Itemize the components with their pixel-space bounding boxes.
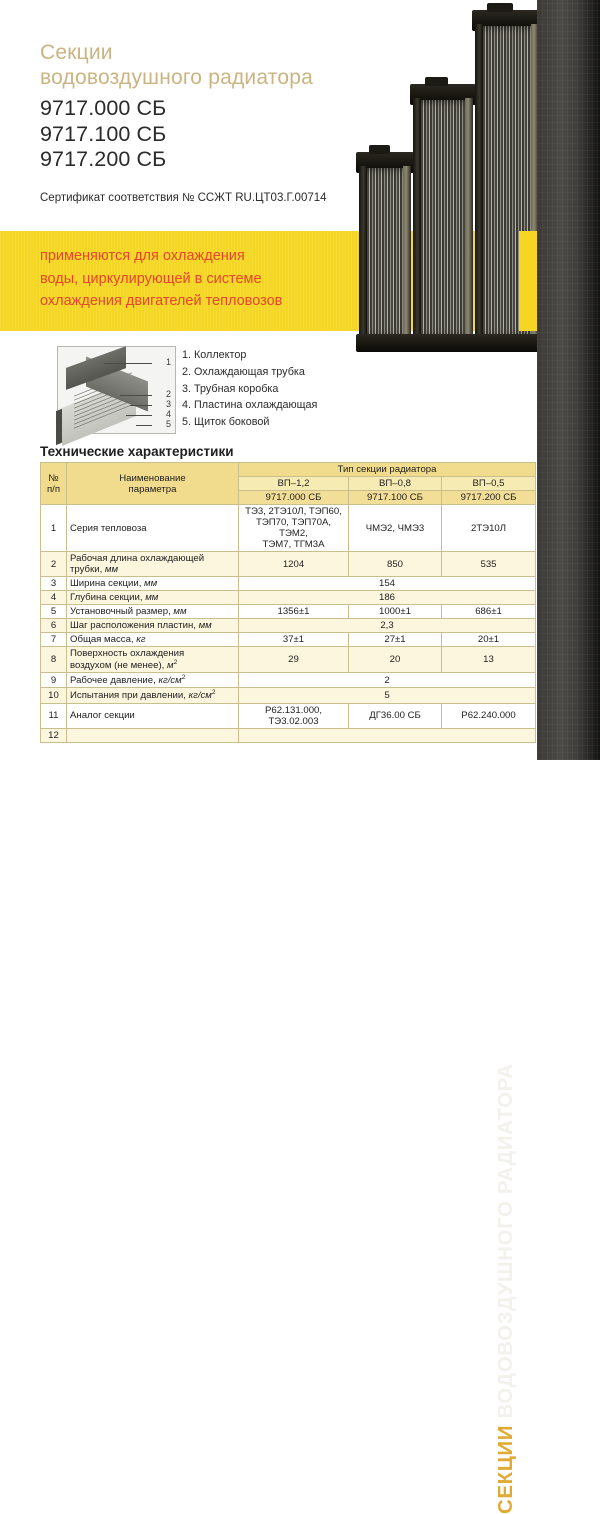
- row-value-col-2: ЧМЭ2, ЧМЭ3: [349, 505, 442, 552]
- row-value-col-1: 1356±1: [239, 605, 349, 619]
- radiator-frame-left: [359, 166, 367, 340]
- row-value-merged: 5: [239, 688, 536, 703]
- row-parameter-name: Установочный размер, мм: [67, 605, 239, 619]
- th-param-line1: Наименование: [119, 472, 186, 484]
- table-row: [41, 728, 536, 742]
- th-code-col-2: 9717.100 СБ: [349, 491, 442, 505]
- table-row: [41, 703, 536, 728]
- radiator-photo: [358, 0, 540, 352]
- row-number: 7: [41, 633, 67, 647]
- row-parameter-name: Аналог секции: [67, 703, 239, 728]
- row-parameter-name: Ширина секции, мм: [67, 577, 239, 591]
- row-value-col-1: 1204: [239, 552, 349, 577]
- radiator-frame-right: [465, 98, 473, 340]
- legend-item-4: 4. Пластина охлаждающая: [182, 399, 318, 412]
- row-number: 9: [41, 673, 67, 688]
- legend-item-2: 2. Охлаждающая трубка: [182, 365, 305, 378]
- radiator-cap-bottom: [356, 334, 414, 352]
- row-parameter-name: Поверхность охлаждения воздухом (не менее), $м^2$: [67, 647, 239, 673]
- row-number: 6: [41, 619, 67, 633]
- row-parameter-name: Общая масса, кг: [67, 633, 239, 647]
- banner-line-1: применяются для охлаждения: [40, 248, 245, 264]
- title-line-2: водовоздушного радиатора: [40, 66, 313, 89]
- row-value-merged: 154: [239, 577, 536, 591]
- row-value-col-3: Р62.240.000: [442, 703, 536, 728]
- product-code-3: 9717.200 СБ: [40, 147, 167, 171]
- row-value-merged: 2: [239, 673, 536, 688]
- row-value-merged: 186: [239, 591, 536, 605]
- radiator-nub: [369, 145, 390, 154]
- specifications-table: [40, 462, 536, 743]
- row-value-col-3: 20±1: [442, 633, 536, 647]
- diagram-leader-2: [120, 395, 152, 396]
- radiator-nub: [425, 77, 449, 86]
- diagram-leader-1: [104, 363, 152, 364]
- row-value-merged: [239, 728, 536, 742]
- banner-edge-tab: [519, 231, 539, 331]
- th-param-line2: параметра: [128, 483, 177, 495]
- row-value-col-2: ДГ36.00 СБ: [349, 703, 442, 728]
- row-number: 3: [41, 577, 67, 591]
- row-number: 2: [41, 552, 67, 577]
- row-number: 5: [41, 605, 67, 619]
- row-parameter-name: Рабочая длина охлаждающей трубки, мм: [67, 552, 239, 577]
- row-value-col-2: 850: [349, 552, 442, 577]
- table-row: [41, 552, 536, 577]
- table-row: [41, 505, 536, 552]
- row-parameter-name: Рабочее давление, $кг/см^2$: [67, 673, 239, 688]
- sidebar-title-white: ВОДОВОЗДУШНОГО РАДИАТОРА: [494, 1063, 517, 1425]
- row-value-col-1: 29: [239, 647, 349, 673]
- row-value-col-2: 1000±1: [349, 605, 442, 619]
- radiator-section-medium: [414, 84, 472, 352]
- row-number: 1: [41, 505, 67, 552]
- legend-item-5: 5. Щиток боковой: [182, 416, 270, 429]
- th-number: [41, 463, 67, 505]
- th-param-name: [67, 463, 239, 505]
- component-diagram: [57, 346, 176, 434]
- product-code-2: 9717.100 СБ: [40, 121, 167, 146]
- table-row: [41, 673, 536, 688]
- legend-item-1: 1. Коллектор: [182, 349, 247, 361]
- row-value-col-1: ТЭ3, 2ТЭ10Л, ТЭП60, ТЭП70, ТЭП70А, ТЭМ2, ТЭМ7, ТГМ3А: [239, 505, 349, 552]
- radiator-core: [414, 100, 472, 338]
- table-row: [41, 647, 536, 673]
- radiator-section-small: [360, 152, 410, 352]
- diagram-number-5: 5: [165, 419, 171, 429]
- legend-item-3: 3. Трубная коробка: [182, 382, 279, 395]
- row-number: 10: [41, 688, 67, 703]
- banner-text: [40, 245, 282, 313]
- row-number: 11: [41, 703, 67, 728]
- th-code-col-3: 9717.200 СБ: [442, 491, 536, 505]
- row-value-col-3: 2ТЭ10Л: [442, 505, 536, 552]
- radiator-cap-bottom: [472, 334, 542, 352]
- table-row: [41, 577, 536, 591]
- row-value-col-3: 686±1: [442, 605, 536, 619]
- diagram-number-3: 3: [165, 399, 171, 409]
- row-number: 4: [41, 591, 67, 605]
- vertical-sidebar: [494, 0, 600, 1514]
- product-code-1: 9717.000 СБ: [40, 96, 167, 120]
- banner-line-2: воды, циркулирующей в системе: [40, 270, 262, 287]
- radiator-frame-right: [403, 166, 411, 340]
- row-parameter-name: Шаг расположения пластин, мм: [67, 619, 239, 633]
- table-row: [41, 619, 536, 633]
- row-value-col-2: 27±1: [349, 633, 442, 647]
- th-type-col-1: ВП–1,2: [239, 477, 349, 491]
- th-section-type: Тип секции радиатора: [239, 463, 536, 477]
- diagram-number-1: 1: [165, 357, 171, 367]
- diagram-leader-3: [130, 405, 152, 406]
- row-value-col-1: 37±1: [239, 633, 349, 647]
- th-number-line2: п/п: [46, 483, 61, 495]
- row-number: 8: [41, 647, 67, 673]
- table-body: [41, 505, 536, 743]
- radiator-cap-bottom: [410, 334, 476, 352]
- diagram-number-2: 2: [165, 389, 171, 399]
- diagram-leader-4: [126, 415, 152, 416]
- table-header-row-1: [41, 463, 536, 477]
- radiator-frame-left: [475, 24, 483, 340]
- sidebar-vertical-title: [474, 754, 537, 1514]
- row-value-col-3: 13: [442, 647, 536, 673]
- diagram-leader-5: [136, 425, 152, 426]
- table-row: [41, 591, 536, 605]
- diagram-number-4: 4: [165, 409, 171, 419]
- th-type-col-2: ВП–0,8: [349, 477, 442, 491]
- row-value-merged: 2,3: [239, 619, 536, 633]
- title-line-1: Секции: [40, 41, 113, 64]
- table-row: [41, 605, 536, 619]
- radiator-nub: [487, 3, 512, 12]
- table-head: [41, 463, 536, 505]
- row-parameter-name: Серия тепловоза: [67, 505, 239, 552]
- row-parameter-name: [67, 728, 239, 742]
- page-title: [40, 40, 313, 173]
- th-type-col-3: ВП–0,5: [442, 477, 536, 491]
- row-value-col-2: 20: [349, 647, 442, 673]
- specs-heading: Технические характеристики: [40, 444, 234, 459]
- certificate-text: Сертификат соответствия № ССЖТ RU.ЦТ03.Г.00714: [40, 192, 327, 204]
- table-row: [41, 688, 536, 703]
- banner-line-3: охлаждения двигателей тепловозов: [40, 293, 283, 309]
- sidebar-texture: [537, 0, 600, 760]
- row-parameter-name: Испытания при давлении, $кг/см^2$: [67, 688, 239, 703]
- th-number-line1: №: [48, 472, 59, 484]
- table-row: [41, 633, 536, 647]
- row-parameter-name: Глубина секции, мм: [67, 591, 239, 605]
- component-legend-list: [182, 347, 317, 431]
- row-value-col-3: 535: [442, 552, 536, 577]
- row-number: 12: [41, 728, 67, 742]
- radiator-frame-left: [413, 98, 421, 340]
- th-code-col-1: 9717.000 СБ: [239, 491, 349, 505]
- row-value-col-1: Р62.131.000, ТЭ3.02.003: [239, 703, 349, 728]
- sidebar-title-gold: СЕКЦИИ: [494, 1424, 517, 1514]
